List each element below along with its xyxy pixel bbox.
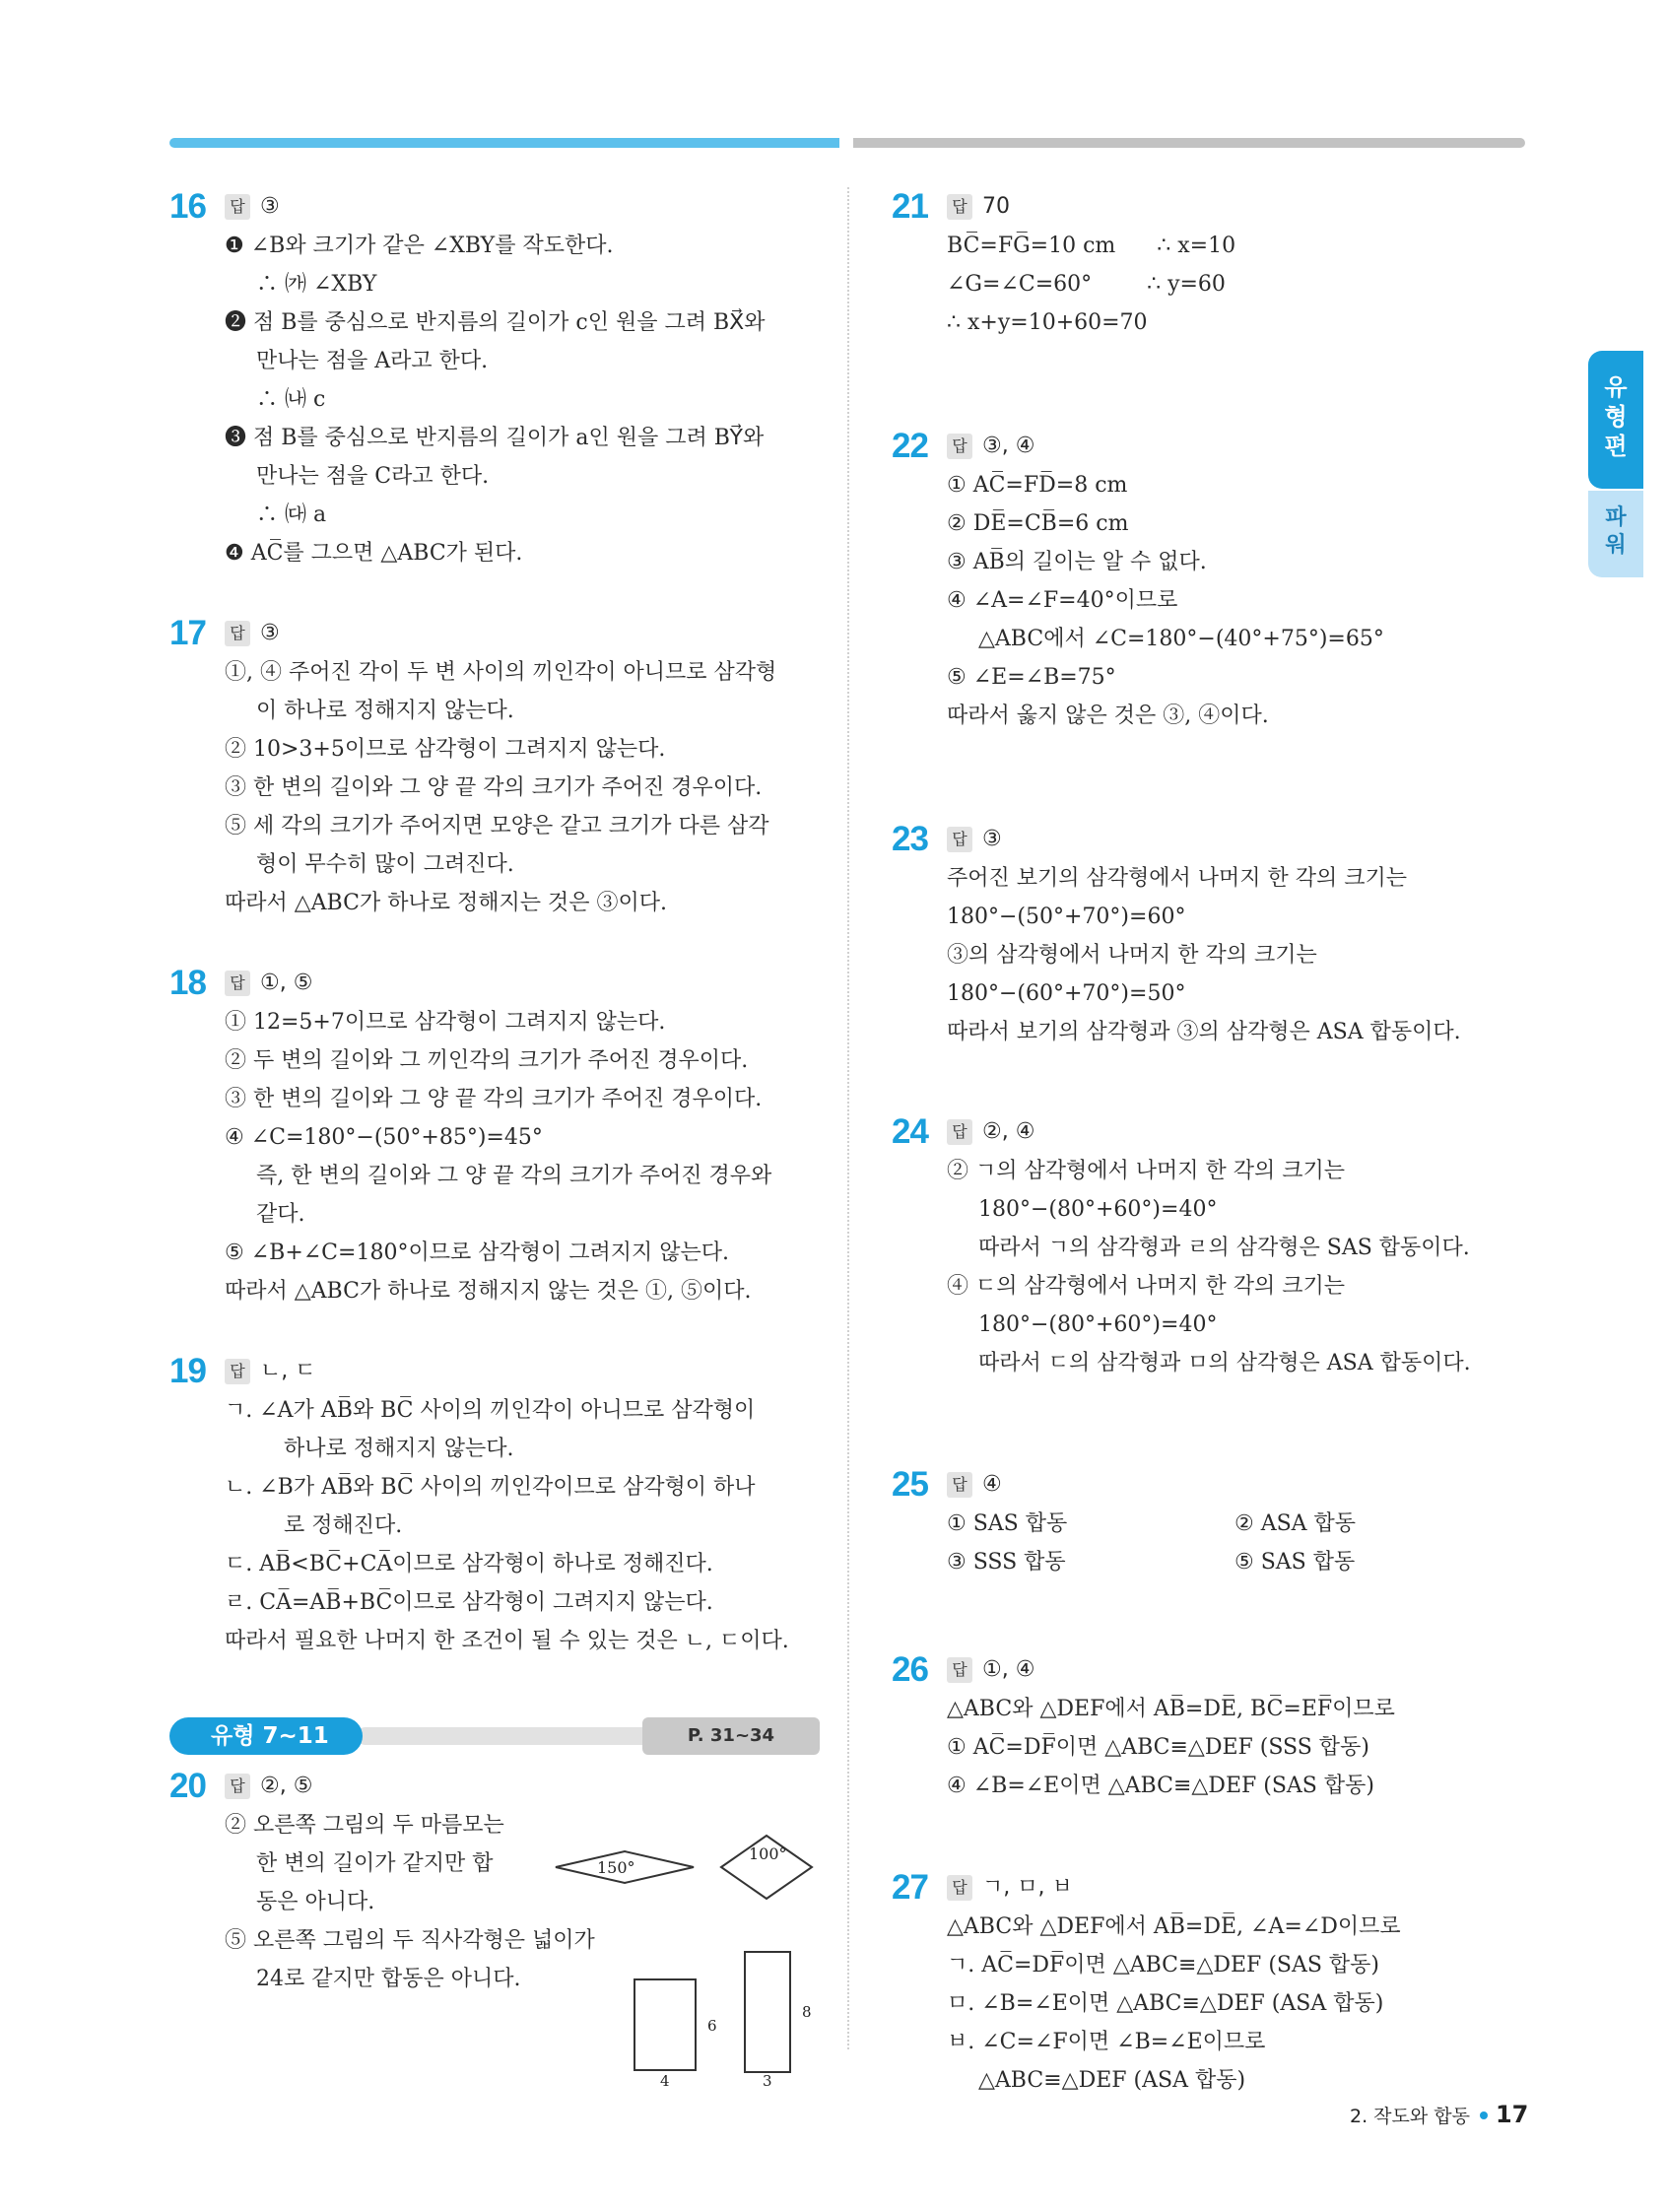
answer-line [169, 964, 820, 1003]
answer-badge: 답 [225, 194, 250, 220]
answer-badge: 답 [225, 971, 250, 996]
solution-line: ② 10>3+5이므로 삼각형이 그려지지 않는다. [225, 737, 666, 762]
problem-18 [169, 964, 820, 1310]
solution-line: ㄴ. ∠B가 AB̅와 BC̅ 사이의 끼인각이므로 삼각형이 하나 [225, 1475, 756, 1500]
solution-line: 형이 무수히 많이 그려진다. [256, 852, 514, 877]
solution-line [892, 1505, 1522, 1543]
problem-19 [169, 1352, 820, 1660]
solution-line: ① AC̅=FD̅=8 cm [947, 473, 1128, 498]
solution-line: ㅁ. ∠B=∠E이면 △ABC≡△DEF (ASA 합동) [947, 1991, 1384, 2016]
solution-line: 180°−(50°+70°)=60° [947, 905, 1186, 929]
answer-badge: 답 [947, 1657, 972, 1683]
solution-line: 동은 아니다. [256, 1890, 375, 1914]
rectangle-4x6 [634, 1979, 696, 2070]
solution-line: ⑤ ∠E=∠B=75° [947, 665, 1116, 690]
solution-line: 따라서 필요한 나머지 한 조건이 될 수 있는 것은 ㄴ, ㄷ이다. [225, 1629, 789, 1653]
bullet-dot [1480, 2111, 1488, 2119]
solution-line: ④ ㄷ의 삼각형에서 나머지 한 각의 크기는 [947, 1274, 1345, 1299]
solution-line: BC̅=FG̅=10 cm ∴ x=10 [947, 234, 1236, 258]
problem-24 [892, 1112, 1522, 1382]
answer-line [892, 1465, 1522, 1505]
answer-value: ①, ⑤ [260, 971, 313, 995]
problem-27 [892, 1868, 1522, 2100]
solution-line: 따라서 보기의 삼각형과 ③의 삼각형은 ASA 합동이다. [947, 1020, 1461, 1044]
solution-line: ❸ 점 B를 중심으로 반지름의 길이가 a인 원을 그려 BY⃗와 [225, 426, 765, 450]
answer-value: ③ [260, 194, 280, 219]
solution-line: ④ ∠C=180°−(50°+85°)=45° [225, 1125, 543, 1150]
side-label: 4 [660, 2072, 670, 2090]
solution-line: ③ AB̅의 길이는 알 수 없다. [947, 550, 1207, 574]
solution-line: ② DE̅=CB̅=6 cm [947, 511, 1129, 536]
solution-line [892, 1543, 1522, 1581]
problem-number: 20 [169, 1767, 206, 1805]
chapter-title: 2. 작도와 합동 [1350, 2106, 1470, 2127]
solution-line: ∴ ㈎ ∠XBY [256, 272, 377, 297]
solution-line: ③의 삼각형에서 나머지 한 각의 크기는 [947, 943, 1317, 968]
solution-line: 한 변의 길이가 같지만 합 [256, 1851, 494, 1876]
answer-value: ㄴ, ㄷ [260, 1359, 316, 1383]
answer-badge: 답 [225, 621, 250, 646]
answer-line [892, 1868, 1522, 1908]
solution-line: ∴ ㈐ a [256, 503, 327, 527]
problem-25 [892, 1465, 1522, 1581]
answer-badge: 답 [225, 1774, 250, 1799]
answer-line [169, 1352, 820, 1391]
side-tab-type[interactable] [1588, 351, 1643, 489]
side-label: 8 [802, 2003, 812, 2021]
problem-number: 16 [169, 187, 206, 226]
problem-20 [169, 1767, 820, 2090]
solution-line: 즉, 한 변의 길이와 그 양 끝 각의 크기가 주어진 경우와 [256, 1164, 772, 1188]
solution-line: ⑤ 세 각의 크기가 주어지면 모양은 같고 크기가 다른 삼각 [225, 814, 769, 838]
answer-badge: 답 [947, 434, 972, 459]
answer-value: ①, ④ [982, 1657, 1035, 1682]
choice-item: ① SAS 합동 [947, 1511, 1068, 1536]
solution-line: ㄱ. AC̅=DF̅이면 △ABC≡△DEF (SAS 합동) [947, 1953, 1380, 1977]
left-column [169, 187, 820, 2090]
top-bar-left [169, 138, 839, 148]
solution-line: ㄹ. CA̅=AB̅+BC̅이므로 삼각형이 그려지지 않는다. [225, 1590, 713, 1615]
solution-line: ∴ ㈏ c [256, 387, 326, 412]
problem-number: 21 [892, 187, 928, 226]
column-divider [847, 187, 849, 2049]
solution-line: ❶ ∠B와 크기가 같은 ∠XBY를 작도한다. [225, 234, 614, 258]
problem-number: 24 [892, 1112, 928, 1151]
solution-line: ⑤ 오른쪽 그림의 두 직사각형은 넓이가 [225, 1928, 595, 1953]
solution-line: 하나로 정해지지 않는다. [284, 1437, 514, 1461]
problem-number: 17 [169, 614, 206, 652]
problem-number: 23 [892, 820, 928, 858]
solution-line: ❹ AC̅를 그으면 △ABC가 된다. [225, 541, 523, 566]
solution-line: ④ ∠B=∠E이면 △ABC≡△DEF (SAS 합동) [947, 1774, 1374, 1798]
solution-line: ③ 한 변의 길이와 그 양 끝 각의 크기가 주어진 경우이다. [225, 775, 763, 800]
answer-value: ③ [260, 621, 280, 645]
solution-line: ㅂ. ∠C=∠F이면 ∠B=∠E이므로 [947, 2030, 1266, 2054]
problem-number: 18 [169, 964, 206, 1002]
angle-label: 100° [749, 1844, 787, 1863]
page-number: 17 [1495, 2101, 1529, 2128]
answer-badge: 답 [947, 1875, 972, 1901]
solution-line: △ABC≡△DEF (ASA 합동) [978, 2068, 1246, 2093]
solution-line: 24로 같지만 합동은 아니다. [256, 1967, 521, 1991]
solution-line: 따라서 옳지 않은 것은 ③, ④이다. [947, 704, 1269, 728]
answer-badge: 답 [947, 194, 972, 220]
solution-line: 180°−(60°+70°)=50° [947, 981, 1186, 1006]
choice-item: ⑤ SAS 합동 [1234, 1550, 1356, 1575]
answer-line [169, 187, 820, 227]
problem-number: 26 [892, 1650, 928, 1689]
section-page-range: P. 31~34 [642, 1717, 820, 1755]
problem-number: 25 [892, 1465, 928, 1504]
answer-value: ③ [982, 827, 1002, 851]
right-column [892, 187, 1522, 2100]
side-label: 6 [707, 2017, 717, 2035]
solution-line: ③ 한 변의 길이와 그 양 끝 각의 크기가 주어진 경우이다. [225, 1087, 763, 1111]
solution-line: ① AC̅=DF̅이면 △ABC≡△DEF (SSS 합동) [947, 1735, 1369, 1760]
solution-line: 180°−(80°+60°)=40° [978, 1197, 1218, 1222]
solution-line: 따라서 ㄷ의 삼각형과 ㅁ의 삼각형은 ASA 합동이다. [978, 1351, 1471, 1375]
answer-value: ④ [982, 1472, 1002, 1497]
problem-21 [892, 187, 1522, 342]
solution-line: ∴ x+y=10+60=70 [947, 310, 1148, 335]
solution-line: 만나는 점을 C라고 한다. [256, 464, 490, 489]
solution-line: 로 정해진다. [284, 1513, 403, 1538]
problem-22 [892, 427, 1522, 735]
solution-line: ② ㄱ의 삼각형에서 나머지 한 각의 크기는 [947, 1159, 1345, 1183]
side-tab-label: 파워 [1605, 505, 1627, 558]
solution-line: ㄱ. ∠A가 AB̅와 BC̅ 사이의 끼인각이 아니므로 삼각형이 [225, 1398, 756, 1423]
solution-line: ② 오른쪽 그림의 두 마름모는 [225, 1813, 504, 1838]
solution-line: △ABC에서 ∠C=180°−(40°+75°)=65° [978, 627, 1384, 651]
solution-line: 이 하나로 정해지지 않는다. [256, 699, 514, 723]
side-tab-power[interactable] [1588, 491, 1643, 577]
solution-line: ㄷ. AB̅<BC̅+CA̅이므로 삼각형이 하나로 정해진다. [225, 1552, 713, 1576]
answer-badge: 답 [947, 827, 972, 852]
problem-16 [169, 187, 820, 572]
answer-badge: 답 [947, 1472, 972, 1498]
solution-line: ⑤ ∠B+∠C=180°이므로 삼각형이 그려지지 않는다. [225, 1240, 729, 1265]
answer-value: ③, ④ [982, 434, 1035, 458]
angle-label: 150° [597, 1858, 635, 1877]
answer-value: ㄱ, ㅁ, ㅂ [982, 1875, 1073, 1900]
answer-value: 70 [982, 194, 1010, 219]
solution-line: △ABC와 △DEF에서 AB̅=DE̅, ∠A=∠D이므로 [947, 1914, 1401, 1939]
section-title: 유형 7~11 [169, 1717, 363, 1755]
answer-badge: 답 [225, 1359, 250, 1384]
answer-line [892, 427, 1522, 466]
solution-line: △ABC와 △DEF에서 AB̅=DE̅, BC̅=EF̅이므로 [947, 1697, 1395, 1721]
solution-line: 만나는 점을 A라고 한다. [256, 349, 489, 373]
solution-line: ② 두 변의 길이와 그 끼인각의 크기가 주어진 경우이다. [225, 1048, 749, 1073]
answer-value: ②, ⑤ [260, 1774, 313, 1798]
problem-23 [892, 820, 1522, 1051]
solution-line: 따라서 △ABC가 하나로 정해지는 것은 ③이다. [225, 891, 667, 915]
problem-number: 27 [892, 1868, 928, 1907]
solution-line: ① 12=5+7이므로 삼각형이 그려지지 않는다. [225, 1010, 666, 1035]
answer-line [892, 820, 1522, 859]
top-bar-right [853, 138, 1525, 148]
rectangle-3x8 [745, 1952, 790, 2072]
answer-badge: 답 [947, 1119, 972, 1145]
answer-line [892, 1650, 1522, 1690]
answer-line [892, 187, 1522, 227]
choice-item: ③ SSS 합동 [947, 1550, 1066, 1575]
answer-line [169, 614, 820, 653]
problem-number: 19 [169, 1352, 206, 1390]
solution-line: 주어진 보기의 삼각형에서 나머지 한 각의 크기는 [947, 866, 1408, 891]
solution-line: 같다. [256, 1202, 305, 1227]
solution-line: ∠G=∠C=60° ∴ y=60 [947, 272, 1226, 297]
side-label: 3 [763, 2072, 772, 2090]
solution-line: ❷ 점 B를 중심으로 반지름의 길이가 c인 원을 그려 BX⃗와 [225, 310, 766, 335]
solution-line: 따라서 ㄱ의 삼각형과 ㄹ의 삼각형은 SAS 합동이다. [978, 1236, 1470, 1260]
solution-line: 따라서 △ABC가 하나로 정해지지 않는 것은 ①, ⑤이다. [225, 1279, 752, 1304]
rhombus-figure [546, 1818, 822, 1916]
solution-line: 180°−(80°+60°)=40° [978, 1312, 1218, 1337]
page-footer [1350, 2101, 1527, 2136]
solution-line: ①, ④ 주어진 각이 두 변 사이의 끼인각이 아니므로 삼각형 [225, 660, 777, 685]
problem-26 [892, 1650, 1522, 1805]
problem-number: 22 [892, 427, 928, 465]
answer-line [892, 1112, 1522, 1152]
problem-17 [169, 614, 820, 922]
section-header [169, 1717, 820, 1755]
answer-value: ②, ④ [982, 1119, 1035, 1144]
answer-line [169, 1767, 820, 1806]
choice-item: ② ASA 합동 [1234, 1511, 1357, 1536]
solution-line: ④ ∠A=∠F=40°이므로 [947, 588, 1178, 613]
rectangles-figure [625, 1942, 822, 2090]
side-tab-label: 유형편 [1604, 373, 1628, 460]
